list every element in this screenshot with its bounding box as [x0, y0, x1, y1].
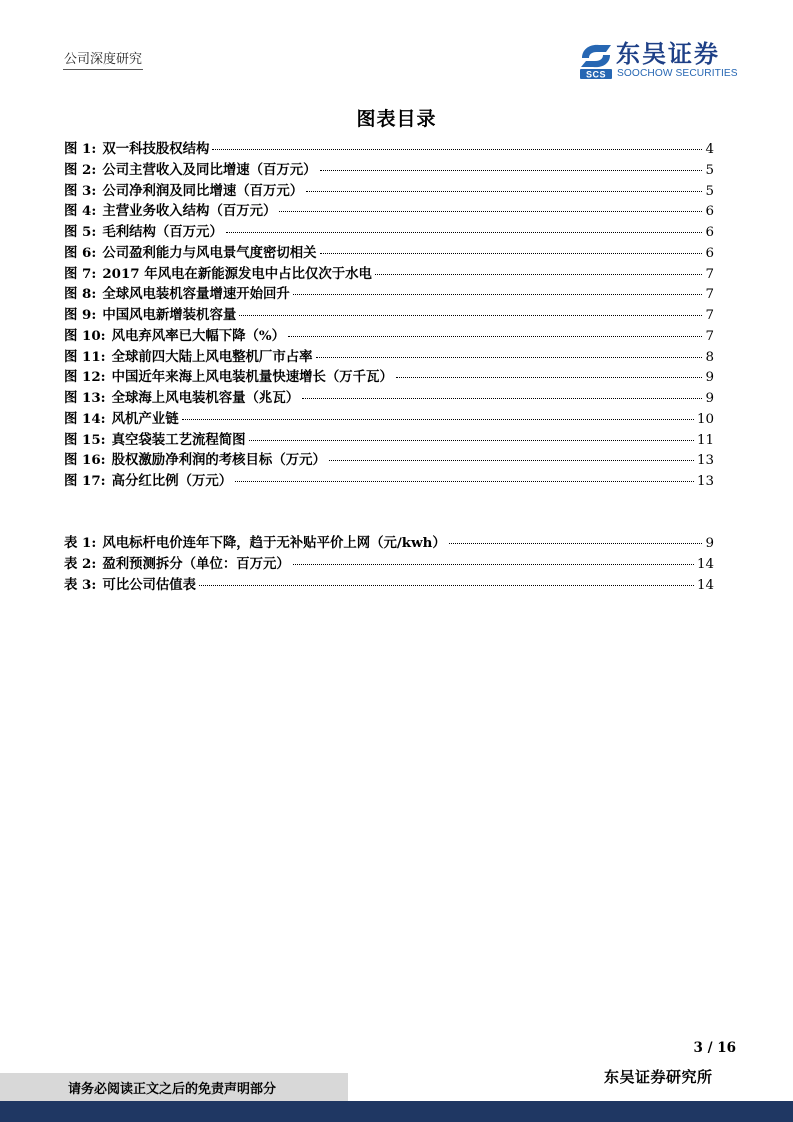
- dot-leader: [288, 335, 702, 337]
- figure-entry-label: 图 5:: [64, 224, 97, 240]
- figure-entry-title: 全球前四大陆上风电整机厂市占率: [111, 348, 313, 365]
- table-entry-label: 表 3:: [64, 576, 97, 593]
- logo-name-en: SOOCHOW SECURITIES: [617, 68, 738, 79]
- table-entry[interactable]: [64, 575, 714, 596]
- figure-entry-title: 全球海上风电装机容量（兆瓦）: [111, 390, 300, 406]
- figure-entry-page: 10: [696, 411, 714, 427]
- dot-leader: [320, 169, 703, 171]
- company-logo: [579, 40, 739, 81]
- figure-entry-title: 公司盈利能力与风电景气度密切相关: [102, 244, 317, 261]
- figure-entry-page: 6: [705, 245, 714, 261]
- page-indicator: 3 / 16: [693, 1040, 736, 1056]
- table-entry-page: 14: [696, 577, 714, 593]
- table-entry-page: 9: [705, 536, 714, 551]
- dot-leader: [449, 542, 703, 544]
- figure-entry-page: 9: [705, 370, 714, 386]
- figure-entry-label: 图 6:: [64, 244, 97, 261]
- figure-entry-page: 5: [705, 162, 714, 178]
- figure-entry[interactable]: [64, 305, 714, 326]
- figure-entry[interactable]: [64, 284, 714, 305]
- figure-entry[interactable]: [64, 160, 714, 181]
- disclaimer-text: 请务必阅读正文之后的免责声明部分: [68, 1082, 277, 1097]
- figure-entry-page: 6: [705, 204, 714, 220]
- figure-entry-page: 4: [705, 142, 714, 157]
- toc-title: 图表目录: [356, 108, 437, 130]
- figure-entry-title: 公司净利润及同比增速（百万元）: [102, 182, 304, 199]
- table-entry[interactable]: [64, 533, 714, 554]
- figure-entry-page: 9: [705, 391, 714, 406]
- figure-entry-label: 图 2:: [64, 161, 97, 178]
- figure-entry-title: 全球风电装机容量增速开始回升: [102, 286, 290, 303]
- dot-leader: [293, 563, 694, 565]
- figure-entry-title: 风机产业链: [111, 410, 179, 427]
- figure-entry-title: 公司主营收入及同比增速（百万元）: [102, 161, 317, 178]
- figure-entry-label: 图 11:: [64, 348, 106, 365]
- figure-entry[interactable]: [64, 201, 714, 222]
- figure-entry-page: 7: [705, 287, 714, 303]
- dot-leader: [226, 231, 703, 233]
- figure-entry-page: 7: [705, 328, 714, 344]
- figure-entry-label: 图 1:: [64, 141, 97, 157]
- dot-leader: [249, 439, 694, 441]
- figure-entry-label: 图 15:: [64, 431, 106, 448]
- figure-entry-label: 图 17:: [64, 473, 106, 489]
- dot-leader: [375, 273, 703, 275]
- table-entry-title: 风电标杆电价连年下降，趋于无补贴平价上网（元/kwh）: [102, 535, 446, 551]
- figure-entry-label: 图 4:: [64, 203, 97, 220]
- figure-entry-page: 11: [696, 432, 714, 448]
- figure-entry-page: 6: [705, 225, 714, 240]
- dot-leader: [212, 148, 702, 150]
- figure-entry[interactable]: [64, 430, 714, 451]
- figure-entry-title: 高分红比例（万元）: [111, 473, 233, 489]
- figure-entry-page: 7: [705, 308, 714, 323]
- table-entry-title: 可比公司估值表: [102, 576, 197, 593]
- table-entry-page: 14: [696, 556, 714, 572]
- figure-entry-title: 2017 年风电在新能源发电中占比仅次于水电: [102, 265, 372, 282]
- figure-entry[interactable]: [64, 243, 714, 264]
- dot-leader: [302, 397, 702, 399]
- figure-entry-page: 13: [696, 474, 714, 489]
- logo-name-cn: 东吴证券: [616, 40, 720, 68]
- figure-entry[interactable]: [64, 326, 714, 347]
- figure-entry[interactable]: [64, 409, 714, 430]
- disclaimer-band: [0, 1073, 348, 1101]
- figure-entry-label: 图 7:: [64, 265, 97, 282]
- figure-entry[interactable]: [64, 139, 714, 160]
- dot-leader: [316, 356, 703, 358]
- dot-leader: [279, 210, 702, 212]
- figure-entry-page: 8: [705, 349, 714, 365]
- figure-entry-title: 毛利结构（百万元）: [102, 224, 223, 240]
- figure-entry-title: 风电弃风率已大幅下降（%）: [111, 327, 286, 344]
- figure-entry-page: 7: [705, 266, 714, 282]
- footer-bar: [0, 1101, 793, 1122]
- figure-entry-title: 双一科技股权结构: [102, 141, 210, 157]
- figure-entry[interactable]: [64, 264, 714, 285]
- dot-leader: [306, 190, 702, 192]
- figure-entry-title: 中国近年来海上风电装机量快速增长（万千瓦）: [111, 369, 393, 386]
- figure-entry[interactable]: [64, 471, 714, 492]
- figure-entry-label: 图 13:: [64, 390, 106, 406]
- figure-entry[interactable]: [64, 222, 714, 243]
- figure-entry[interactable]: [64, 367, 714, 388]
- figure-entry[interactable]: [64, 388, 714, 409]
- table-entry-label: 表 2:: [64, 555, 97, 572]
- section-label: 公司深度研究: [63, 48, 143, 70]
- figure-entry-label: 图 16:: [64, 452, 106, 469]
- figure-entry-page: 13: [696, 453, 714, 469]
- dot-leader: [199, 584, 694, 586]
- soochow-logo-icon: [579, 43, 613, 80]
- dot-leader: [235, 480, 694, 482]
- table-entry[interactable]: [64, 554, 714, 575]
- table-entry-label: 表 1:: [64, 535, 97, 551]
- figure-entry[interactable]: [64, 347, 714, 368]
- logo-abbr: SCS: [585, 69, 607, 80]
- figure-entry-label: 图 9:: [64, 307, 97, 323]
- table-entry-title: 盈利预测拆分（单位：百万元）: [102, 555, 290, 572]
- figure-entry-page: 5: [705, 183, 714, 199]
- dot-leader: [320, 252, 703, 254]
- figure-entry-title: 股权激励净利润的考核目标（万元）: [111, 452, 326, 469]
- figure-entry-label: 图 12:: [64, 369, 106, 386]
- figure-entry-label: 图 10:: [64, 327, 106, 344]
- figure-entry[interactable]: [64, 450, 714, 471]
- dot-leader: [182, 418, 694, 420]
- figure-entry-label: 图 8:: [64, 286, 97, 303]
- figure-entry-label: 图 3:: [64, 182, 97, 199]
- figure-entry[interactable]: [64, 181, 714, 202]
- figure-entry-label: 图 14:: [64, 410, 106, 427]
- footer-org-name: 东吴证券研究所: [604, 1068, 713, 1086]
- figure-list: [64, 139, 714, 492]
- dot-leader: [396, 376, 703, 378]
- figure-entry-title: 真空袋装工艺流程简图: [111, 431, 246, 448]
- dot-leader: [329, 459, 694, 461]
- table-list: [64, 533, 714, 595]
- figure-entry-title: 中国风电新增装机容量: [102, 307, 237, 323]
- figure-entry-title: 主营业务收入结构（百万元）: [102, 203, 277, 220]
- dot-leader: [293, 293, 703, 295]
- dot-leader: [239, 314, 702, 316]
